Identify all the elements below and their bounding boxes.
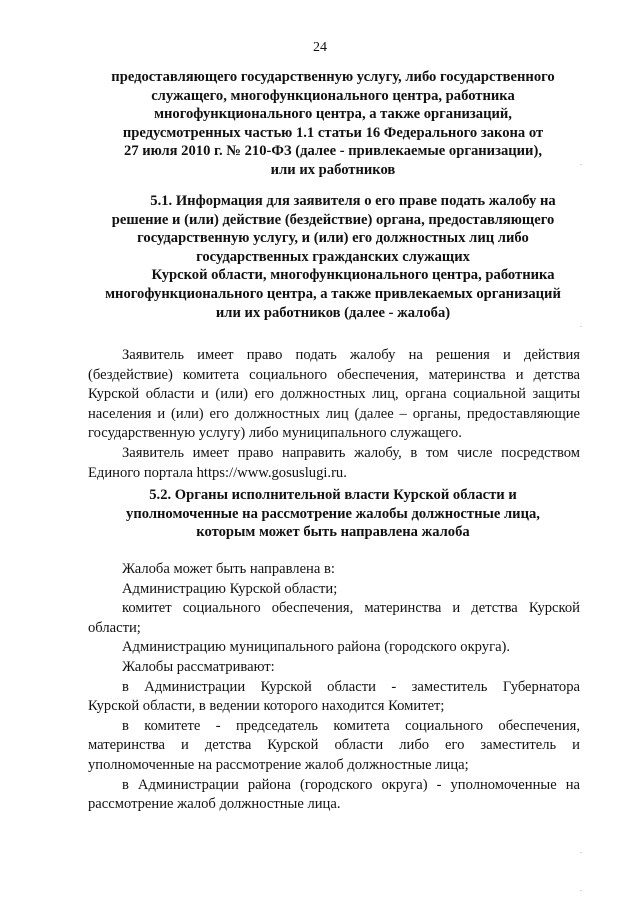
page-number: 24 (313, 40, 327, 55)
heading-line: 27 июля 2010 г. № 210-ФЗ (далее - привлекаемые организации), (124, 143, 542, 160)
heading-line: или их работников (270, 161, 396, 178)
heading-line: Курской области, многофункционального центра, работника (151, 267, 555, 284)
text-line: рассмотрение жалоб должностные лица. (88, 796, 341, 813)
scan-mark: . (580, 320, 582, 329)
paragraph-right-to-complain (88, 346, 580, 444)
heading-line: государственную услугу, и (или) его должностных лиц либо (137, 230, 529, 247)
section-5-2-heading (88, 486, 578, 542)
heading-line: решение и (или) действие (бездействие) органа, предоставляющего (111, 211, 555, 228)
heading-line: или их работников (далее - жалоба) (215, 304, 451, 321)
text-line: Жалоба может быть направлена в: (122, 561, 335, 577)
text-line: материнства и детства Курской области либо его заместитель и (88, 737, 580, 754)
text-line: уполномоченные на рассмотрение жалоб должностные лица; (88, 756, 469, 773)
text-line: в комитете - председатель комитета социального обеспечения, (122, 717, 580, 734)
text-line: области; (88, 619, 141, 636)
heading-line: служащего, многофункционального центра, работника (151, 87, 515, 104)
text-line: Курской области и (или) его должностных лиц, органа социальной защиты (88, 386, 580, 403)
heading-line: 5.1. Информация для заявителя о его праве подать жалобу на (150, 193, 556, 209)
text-line: Заявитель имеет право направить жалобу, в том числе посредством (122, 445, 580, 461)
text-line: Единого портала https://www.gosuslugi.ru. (88, 464, 347, 481)
text-line: в Администрации Курской области - заместитель Губернатора (122, 678, 580, 695)
scan-mark: . (580, 158, 582, 167)
paragraph-where-to-complain (88, 560, 580, 815)
scan-mark: . (580, 846, 582, 855)
text-line: Жалобы рассматривают: (122, 658, 275, 675)
text-line: Заявитель имеет право подать жалобу на решения и действия (122, 347, 580, 363)
heading-line: уполномоченные на рассмотрение жалобы должностные лица, (126, 505, 540, 522)
text-line: комитет социального обеспечения, материнства и детства Курской (122, 600, 580, 617)
heading-line: которым может быть направлена жалоба (196, 524, 470, 541)
heading-line: 5.2. Органы исполнительной власти Курской области и (149, 487, 517, 503)
heading-line: предоставляющего государственную услугу, либо государственного (111, 69, 555, 85)
paragraph-portal (88, 444, 580, 483)
text-line: населения и (или) его должностных лиц (далее – органы, предоставляющие (88, 405, 580, 422)
text-line: (бездействие) комитета социального обеспечения, материнства и детства (88, 366, 580, 383)
text-line: Администрацию Курской области; (122, 580, 338, 597)
scan-mark: . (580, 884, 582, 893)
heading-line: многофункционального центра, а также организаций, (154, 106, 512, 123)
heading-line: многофункционального центра, а также привлекаемых организаций (105, 285, 561, 302)
heading-line: предусмотренных частью 1.1 статьи 16 Федерального закона от (122, 124, 544, 141)
text-line: Администрацию муниципального района (городского округа). (122, 639, 511, 656)
heading-continuation (88, 68, 578, 180)
text-line: в Администрации района (городского округа) - уполномоченные на (122, 776, 580, 793)
section-5-1-heading (88, 192, 578, 322)
heading-line: государственных гражданских служащих (196, 248, 470, 265)
text-line: Курской области, в ведении которого находится Комитет; (88, 698, 445, 715)
text-line: государственную услугу) либо муниципального служащего. (88, 425, 462, 442)
